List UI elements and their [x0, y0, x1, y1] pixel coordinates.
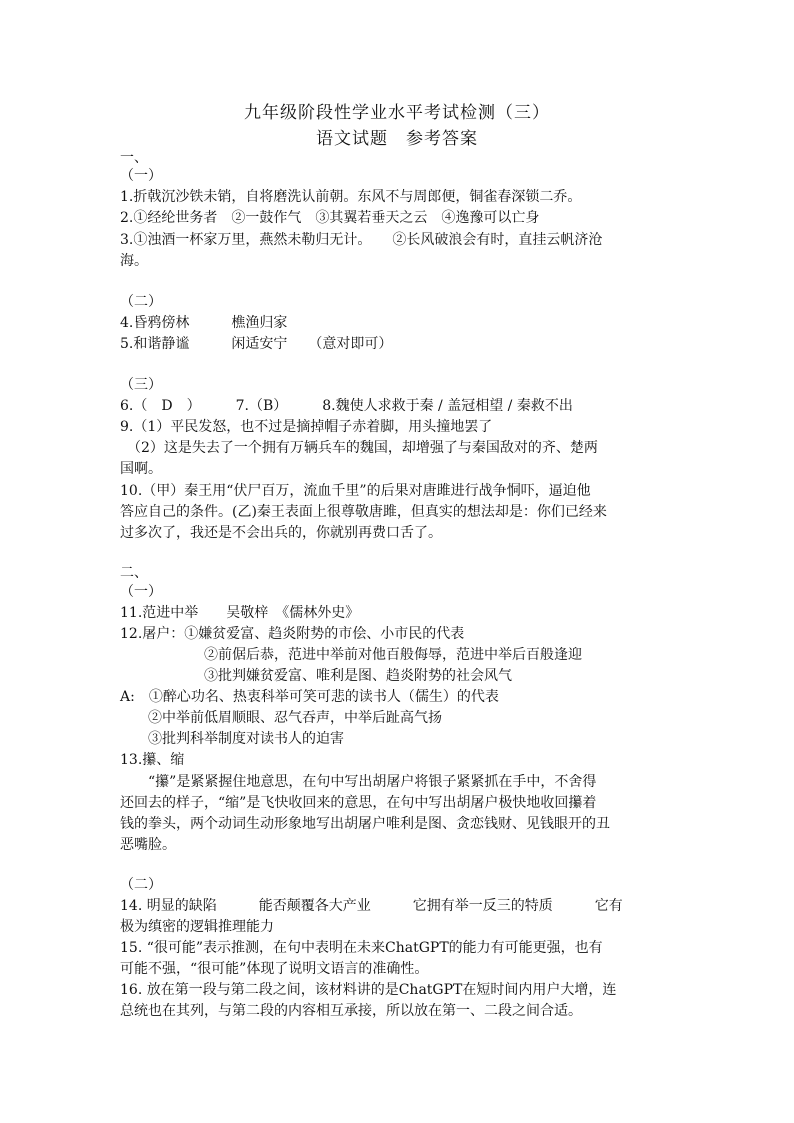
answer-line: A: ①醉心功名、热衷科举可笑可悲的读书人（儒生）的代表 — [120, 689, 499, 705]
answer-line: 3.①浊酒一杯家万里，燕然未勒归无计。 ②长风破浪会有时，直挂云帆济沧 — [120, 232, 603, 248]
subsection-heading: （二） — [120, 294, 162, 310]
answer-line: 6.（ D ） 7.（B） 8.魏使人求救于秦 / 盖冠相望 / 秦救不出 — [120, 398, 573, 414]
answer-line: ②前倨后恭，范进中举前对他百般侮辱，范进中举后百般逢迎 — [120, 647, 582, 663]
subsection-heading: （一） — [120, 168, 162, 184]
answer-line: 可能不强，“很可能”体现了说明文语言的准确性。 — [120, 961, 429, 977]
answer-line: 钱的拳头，两个动词生动形象地写出胡屠户唯利是图、贪恋钱财、见钱眼开的丑 — [120, 816, 610, 832]
subsection-heading: （二） — [120, 877, 162, 893]
answer-line: 恶嘴脸。 — [120, 837, 176, 853]
answer-line: 10.（甲）秦王用“伏尸百万，流血千里”的后果对唐雎进行战争恫吓，逼迫他 — [120, 483, 591, 499]
answer-line: （2）这是失去了一个拥有万辆兵车的魏国，却增强了与秦国敌对的齐、楚两 — [120, 440, 598, 456]
answer-line: 5.和谐静谧 闲适安宁 （意对即可） — [120, 336, 393, 352]
answer-line: 15. “很可能”表示推测，在句中表明在未来ChatGPT的能力有可能更强，也有 — [120, 940, 603, 956]
section-heading: 二、 — [120, 565, 148, 581]
answer-line: 1.折戟沉沙铁未销，自将磨洗认前朝。东风不与周郎便，铜雀春深锁二乔。 — [120, 189, 582, 205]
section-heading: 一、 — [120, 150, 148, 166]
answer-line: 国啊。 — [120, 461, 162, 477]
page-title: 九年级阶段性学业水平考试检测（三） — [244, 103, 550, 123]
subsection-heading: （三） — [120, 377, 162, 393]
answer-line: ②中举前低眉顺眼、忍气吞声，中举后趾高气扬 — [120, 710, 442, 726]
answer-line: “攥”是紧紧握住地意思，在句中写出胡屠户将银子紧紧抓在手中，不舍得 — [120, 774, 597, 790]
answer-line: 极为缜密的逻辑推理能力 — [120, 919, 274, 935]
answer-line: 9.（1）平民发怒，也不过是摘掉帽子赤着脚，用头撞地罢了 — [120, 419, 493, 435]
answer-line: 海。 — [120, 253, 148, 269]
page-subtitle: 语文试题 参考答案 — [316, 129, 478, 149]
answer-line: 4.昏鸦傍林 樵渔归家 — [120, 315, 288, 331]
answer-line: 过多次了，我还是不会出兵的，你就别再费口舌了。 — [120, 525, 442, 541]
answer-line: 16. 放在第一段与第二段之间，该材料讲的是ChatGPT在短时间内用户大增，连 — [120, 982, 617, 998]
answer-line: ③批判嫌贫爱富、唯利是图、趋炎附势的社会风气 — [120, 668, 512, 684]
answer-line: 2.①经纶世务者 ②一鼓作气 ③其翼若垂天之云 ④逸豫可以亡身 — [120, 210, 540, 226]
answer-line: 11.范进中举 吴敬梓 《儒林外史》 — [120, 605, 360, 621]
answer-line: 12.屠户：①嫌贫爱富、趋炎附势的市侩、小市民的代表 — [120, 626, 465, 642]
answer-line: 14. 明显的缺陷 能否颠覆各大产业 它拥有举一反三的特质 它有 — [120, 898, 623, 914]
answer-line: 还回去的样子，“缩”是飞快收回来的意思，在句中写出胡屠户极快地收回攥着 — [120, 795, 597, 811]
answer-line: 答应自己的条件。(乙)秦王表面上很尊敬唐雎，但真实的想法却是：你们已经来 — [120, 504, 607, 520]
answer-line: 13.攥、缩 — [120, 752, 185, 768]
answer-line: ③批判科举制度对读书人的迫害 — [120, 731, 344, 747]
answer-line: 总统也在其列，与第二段的内容相互承接，所以放在第一、二段之间合适。 — [120, 1003, 582, 1019]
subsection-heading: （一） — [120, 584, 162, 600]
